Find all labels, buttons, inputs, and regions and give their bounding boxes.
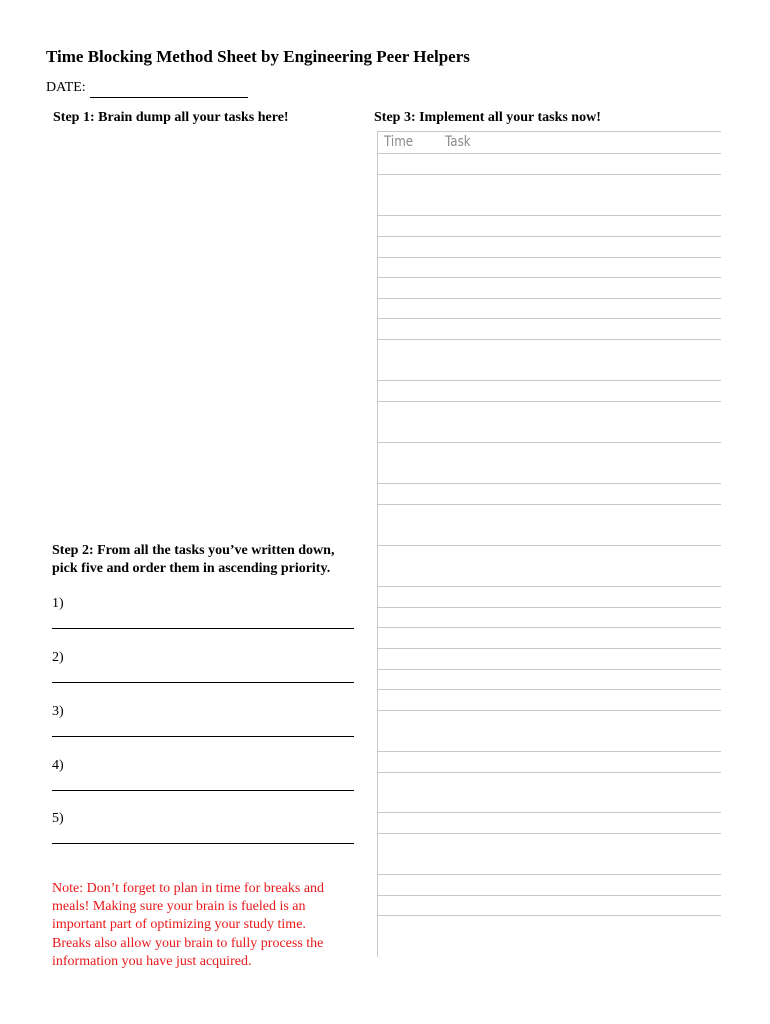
priority-item-3-label: 3) (52, 704, 64, 719)
schedule-row-line (378, 812, 721, 813)
schedule-row-line (378, 442, 721, 443)
note-line-5: information you have just acquired. (52, 953, 252, 969)
schedule-row-line (378, 339, 721, 340)
schedule-row-line (378, 236, 721, 237)
note-line-3: important part of optimizing your study time. (52, 917, 306, 933)
schedule-row-line (378, 298, 721, 299)
date-input-line[interactable] (90, 97, 248, 98)
schedule-row-line (378, 669, 721, 670)
schedule-row-line (378, 153, 721, 154)
priority-item-2-line[interactable] (52, 682, 354, 683)
schedule-row-line (378, 257, 721, 258)
schedule-row-line (378, 401, 721, 402)
note-line-1: Note: Don’t forget to plan in time for breaks and (52, 881, 325, 896)
schedule-row-line (378, 874, 721, 875)
task-column-header: Task (445, 134, 471, 150)
schedule-row-line (378, 833, 721, 834)
note-line-4: Breaks also allow your brain to fully process the (52, 935, 324, 951)
break-note (52, 880, 352, 971)
step2-heading-line1: Step 2: From all the tasks you’ve written down, (52, 543, 335, 558)
note-line-2: meals! Making sure your brain is fueled is an (52, 899, 306, 915)
priority-item-1-label: 1) (52, 596, 64, 611)
schedule-row-line (378, 504, 721, 505)
priority-item-1-line[interactable] (52, 628, 354, 629)
date-label: DATE: (46, 80, 86, 95)
step2-heading-line2: pick five and order them in ascending priority. (52, 561, 331, 576)
step3-heading: Step 3: Implement all your tasks now! (374, 110, 601, 125)
time-column-header: Time (384, 134, 414, 150)
priority-item-2-label: 2) (52, 650, 64, 665)
step2-heading (52, 542, 334, 578)
schedule-row-line (378, 751, 721, 752)
schedule-row-line (378, 772, 721, 773)
schedule-row-line (378, 380, 721, 381)
schedule-row-line (378, 689, 721, 690)
schedule-row-line (378, 586, 721, 587)
schedule-row-line (378, 277, 721, 278)
schedule-row-line (378, 648, 721, 649)
schedule-row-line (378, 895, 721, 896)
priority-item-5-line[interactable] (52, 843, 354, 844)
brain-dump-area[interactable] (52, 135, 354, 530)
schedule-row-line (378, 545, 721, 546)
schedule-row-line (378, 215, 721, 216)
page-title: Time Blocking Method Sheet by Engineering Peer Helpers (46, 47, 470, 66)
priority-item-4-line[interactable] (52, 790, 354, 791)
schedule-row-line (378, 915, 721, 916)
schedule-row-line (378, 318, 721, 319)
schedule-row-line (378, 483, 721, 484)
priority-item-3-line[interactable] (52, 736, 354, 737)
schedule-row-line (378, 710, 721, 711)
priority-item-4-label: 4) (52, 758, 64, 773)
priority-item-5-label: 5) (52, 811, 64, 826)
step1-heading: Step 1: Brain dump all your tasks here! (53, 110, 289, 125)
schedule-row-line (378, 627, 721, 628)
schedule-row-line (378, 607, 721, 608)
schedule-top-border (378, 131, 721, 132)
schedule-grid[interactable] (377, 131, 721, 957)
schedule-row-line (378, 174, 721, 175)
